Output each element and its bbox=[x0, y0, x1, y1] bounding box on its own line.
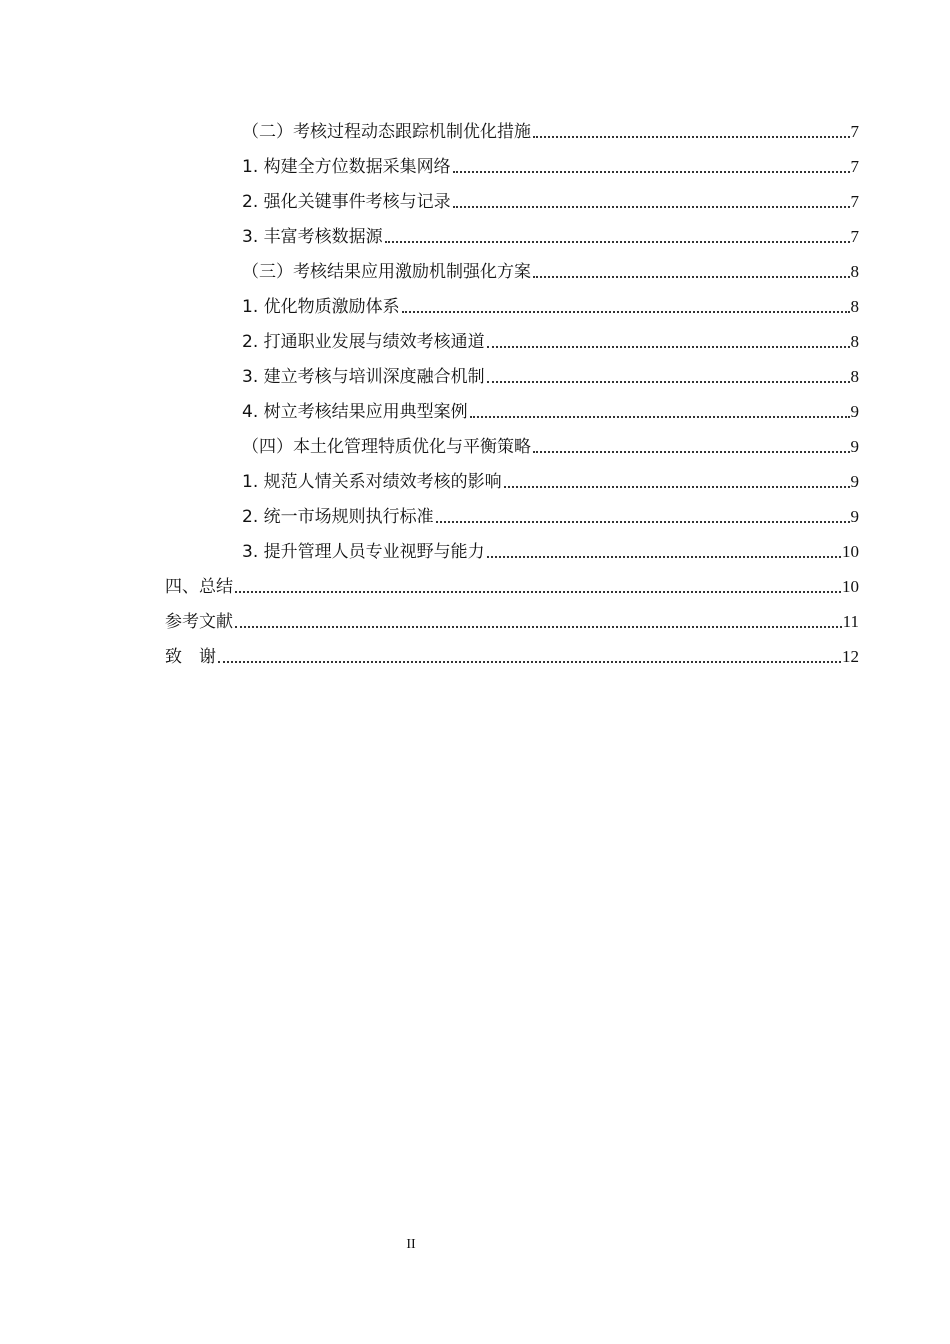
toc-entry-page: 9 bbox=[850, 402, 859, 421]
toc-entry[interactable] bbox=[242, 353, 859, 388]
toc-entry[interactable] bbox=[242, 283, 859, 318]
toc-dot-leader bbox=[470, 416, 850, 418]
toc-entry-label: 1. 构建全方位数据采集网络 bbox=[242, 157, 451, 177]
toc-entry[interactable] bbox=[242, 423, 859, 458]
toc-entry-label: 1. 规范人情关系对绩效考核的影响 bbox=[242, 472, 502, 492]
toc-dot-leader bbox=[235, 626, 842, 628]
toc-entry[interactable] bbox=[242, 528, 859, 563]
toc-entry-page: 11 bbox=[842, 612, 859, 631]
toc-entry-page: 12 bbox=[842, 647, 859, 666]
toc-entry-label: 2. 强化关键事件考核与记录 bbox=[242, 192, 451, 212]
toc-entry-page: 8 bbox=[850, 262, 859, 281]
toc-dot-leader bbox=[385, 241, 850, 243]
toc-entry-page: 8 bbox=[850, 297, 859, 316]
toc-dot-leader bbox=[235, 591, 841, 593]
toc-dot-leader bbox=[402, 311, 850, 313]
toc-entry[interactable] bbox=[242, 318, 859, 353]
toc-entry[interactable] bbox=[242, 143, 859, 178]
toc-entry-page: 7 bbox=[850, 122, 859, 141]
toc-entry-page: 8 bbox=[850, 332, 859, 351]
toc-dot-leader bbox=[218, 661, 841, 663]
toc-entry-page: 7 bbox=[850, 192, 859, 211]
toc-dot-leader bbox=[487, 346, 850, 348]
toc-entry-label: （三）考核结果应用激励机制强化方案 bbox=[242, 262, 531, 282]
toc-entry[interactable] bbox=[242, 388, 859, 423]
toc-dot-leader bbox=[533, 136, 850, 138]
toc-entry[interactable] bbox=[165, 598, 859, 633]
toc-entry-page: 8 bbox=[850, 367, 859, 386]
toc-entry[interactable] bbox=[242, 493, 859, 528]
toc-entry-page: 9 bbox=[850, 437, 859, 456]
toc-dot-leader bbox=[453, 206, 850, 208]
toc-entry[interactable] bbox=[165, 563, 859, 598]
toc-entry-page: 9 bbox=[850, 507, 859, 526]
toc-entry-page: 7 bbox=[850, 157, 859, 176]
toc-entry[interactable] bbox=[242, 178, 859, 213]
toc-dot-leader bbox=[533, 451, 850, 453]
toc-entry-page: 7 bbox=[850, 227, 859, 246]
toc-dot-leader bbox=[453, 171, 850, 173]
toc-entry-label: 3. 建立考核与培训深度融合机制 bbox=[242, 367, 485, 387]
toc-entry-label: 3. 提升管理人员专业视野与能力 bbox=[242, 542, 485, 562]
toc-entry-label: 4. 树立考核结果应用典型案例 bbox=[242, 402, 468, 422]
toc-dot-leader bbox=[504, 486, 850, 488]
toc-entry-label: 2. 统一市场规则执行标准 bbox=[242, 507, 434, 527]
toc-entry-label: 致 谢 bbox=[165, 647, 216, 667]
toc-entry[interactable] bbox=[242, 458, 859, 493]
toc-entry[interactable] bbox=[242, 248, 859, 283]
toc-entry-label: 1. 优化物质激励体系 bbox=[242, 297, 400, 317]
toc-entry-label: 2. 打通职业发展与绩效考核通道 bbox=[242, 332, 485, 352]
toc-dot-leader bbox=[436, 521, 850, 523]
toc-entry-page: 10 bbox=[842, 577, 859, 596]
toc-dot-leader bbox=[487, 556, 841, 558]
toc-entry-label: 3. 丰富考核数据源 bbox=[242, 227, 383, 247]
toc-entry-page: 10 bbox=[842, 542, 859, 561]
toc-entry[interactable] bbox=[165, 633, 859, 668]
footer-page-number: II bbox=[406, 1237, 416, 1252]
toc-entry-label: 四、总结 bbox=[165, 577, 233, 597]
toc-dot-leader bbox=[533, 276, 850, 278]
toc-entry[interactable] bbox=[242, 213, 859, 248]
toc-entry-label: （二）考核过程动态跟踪机制优化措施 bbox=[242, 122, 531, 142]
toc-entry[interactable] bbox=[242, 108, 859, 143]
toc-entry-label: 参考文献 bbox=[165, 612, 233, 632]
toc-dot-leader bbox=[487, 381, 850, 383]
toc-entry-label: （四）本土化管理特质优化与平衡策略 bbox=[242, 437, 531, 457]
toc-entry-page: 9 bbox=[850, 472, 859, 491]
